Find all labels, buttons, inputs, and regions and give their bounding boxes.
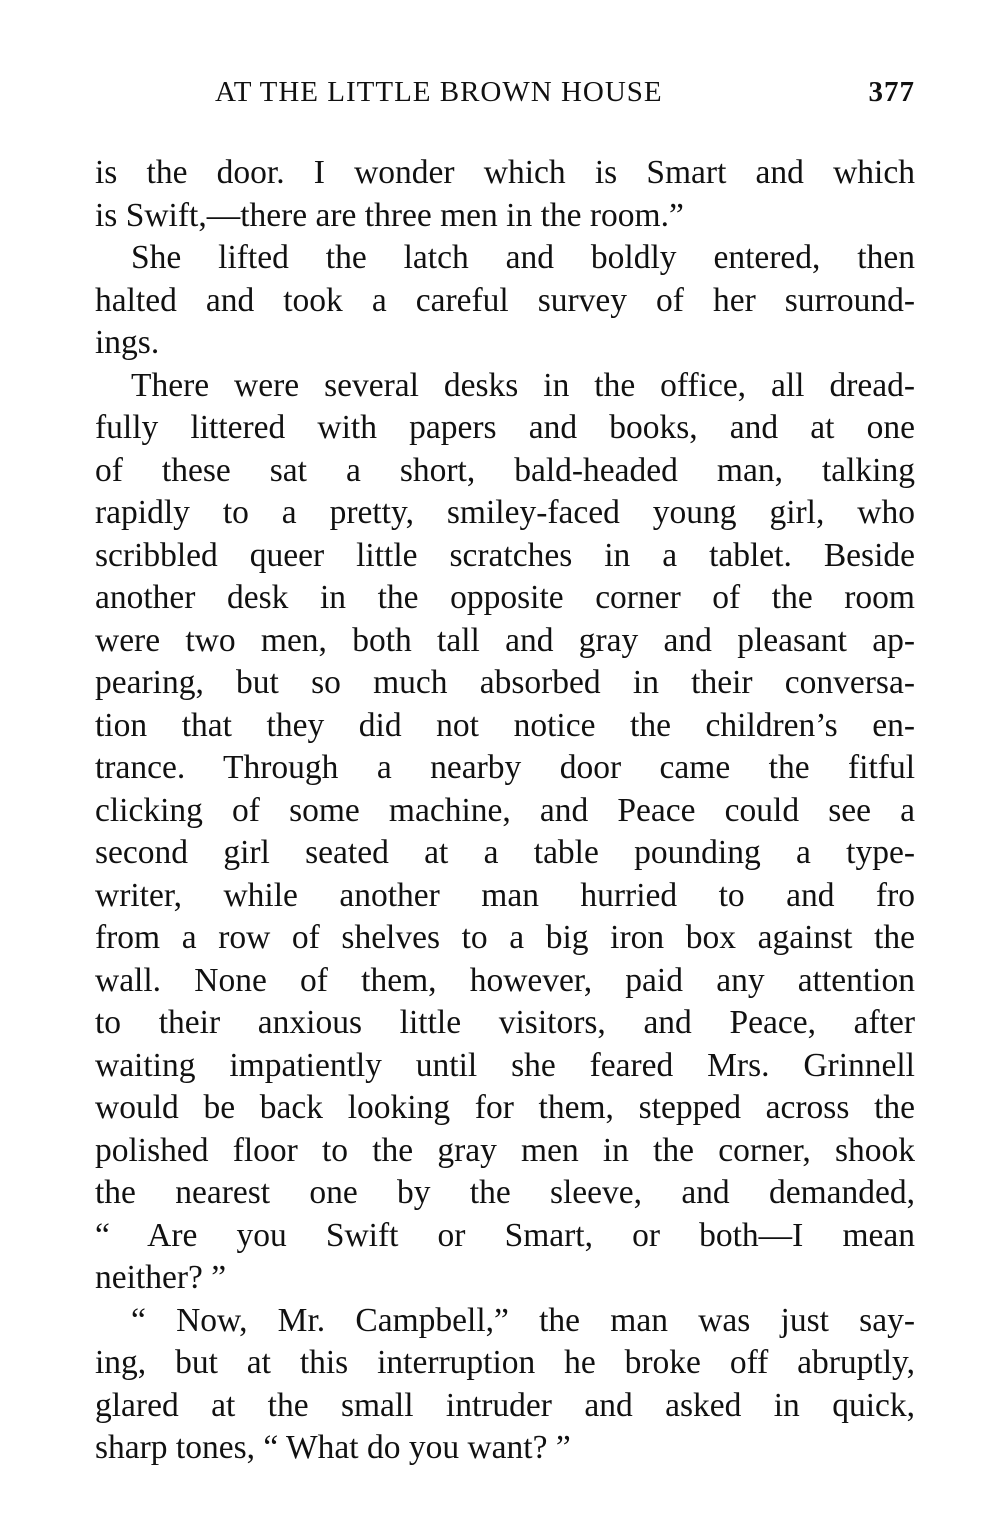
text-line: from a row of shelves to a big iron box against the — [95, 919, 915, 956]
text-line: rapidly to a pretty, smiley-faced young girl, who — [95, 494, 915, 531]
text-line: There were several desks in the office, all dread- — [131, 366, 915, 404]
text-line: clicking of some machine, and Peace could see a — [95, 791, 915, 829]
running-title: AT THE LITTLE BROWN HOUSE — [215, 76, 663, 108]
text-line: neither? ” — [95, 1259, 227, 1296]
text-line: halted and took a careful survey of her surround- — [95, 281, 915, 319]
text-line: is the door. I wonder which is Smart and which — [95, 154, 915, 191]
text-line: is Swift,—there are three men in the room.” — [95, 196, 684, 234]
text-line: scribbled queer little scratches in a tablet. Beside — [95, 536, 915, 574]
text-line: tion that they did not notice the children’s en- — [95, 706, 915, 744]
text-line: She lifted the latch and boldly entered, then — [131, 239, 915, 276]
text-line: polished floor to the gray men in the corner, shook — [95, 1131, 915, 1169]
running-header — [215, 76, 915, 116]
text-line: to their anxious little visitors, and Peace, after — [95, 1004, 915, 1041]
text-line: were two men, both tall and gray and pleasant ap- — [95, 621, 915, 659]
text-line: “ Now, Mr. Campbell,” the man was just say- — [131, 1301, 915, 1339]
text-line: wall. None of them, however, paid any attention — [95, 961, 915, 999]
text-line: the nearest one by the sleeve, and demanded, — [95, 1174, 915, 1211]
page-number: 377 — [868, 76, 915, 108]
text-line: ing, but at this interruption he broke off abruptly, — [95, 1344, 915, 1381]
text-line: another desk in the opposite corner of the room — [95, 579, 915, 616]
text-line: glared at the small intruder and asked in quick, — [95, 1386, 915, 1424]
text-line: writer, while another man hurried to and fro — [95, 876, 915, 914]
text-line: second girl seated at a table pounding a type- — [95, 834, 915, 871]
text-line: fully littered with papers and books, and at one — [95, 409, 915, 446]
text-line: pearing, but so much absorbed in their conversa- — [95, 664, 915, 701]
text-line: waiting impatiently until she feared Mrs. Grinnell — [95, 1046, 915, 1084]
text-line: “ Are you Swift or Smart, or both—I mean — [95, 1216, 915, 1254]
text-line: of these sat a short, bald-headed man, talking — [95, 451, 915, 489]
text-line: sharp tones, “ What do you want? ” — [95, 1429, 571, 1466]
text-line: would be back looking for them, stepped across the — [95, 1089, 915, 1126]
text-line: trance. Through a nearby door came the fitful — [95, 749, 915, 786]
page-body — [95, 152, 915, 1470]
text-line: ings. — [95, 324, 160, 361]
